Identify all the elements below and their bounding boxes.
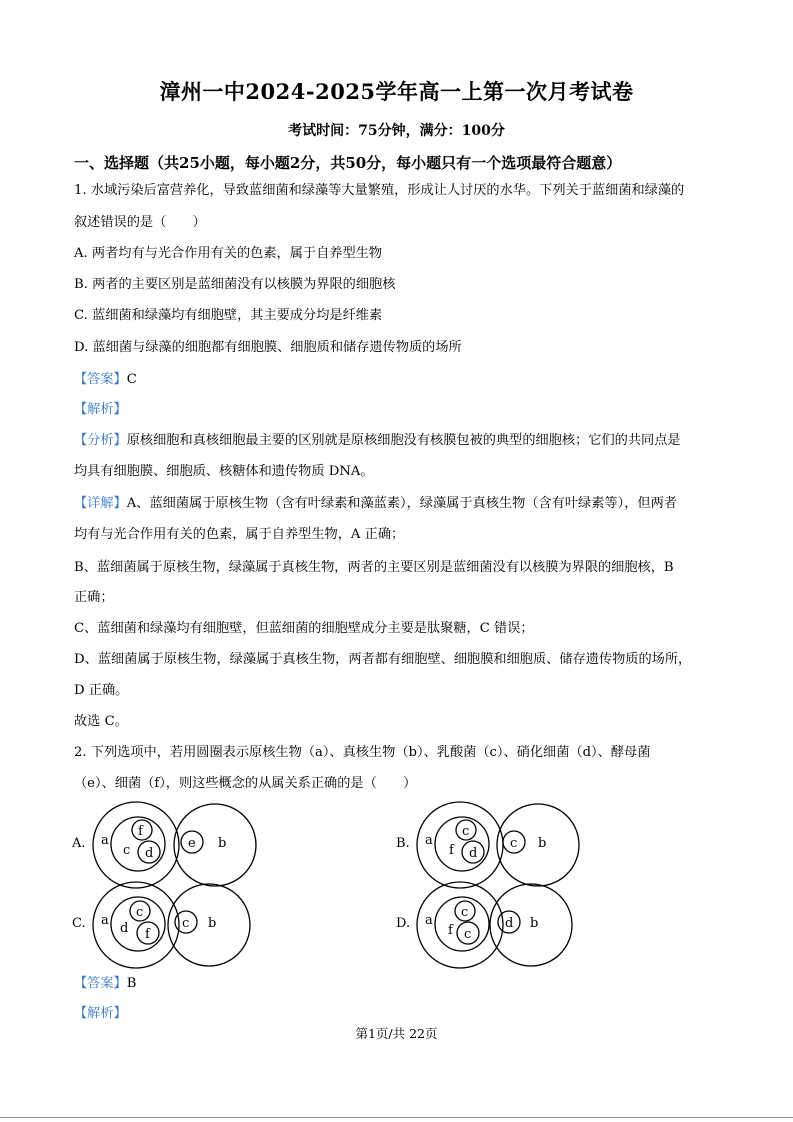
q2-analysis-tag: 【解析】 [74,1006,127,1021]
svg-text:e: e [188,836,196,851]
q2-diagram-c [72,880,272,970]
svg-text:d: d [120,921,129,936]
q1-stem-line1: 1. 水域污染后富营养化，导致蓝细菌和绿藻等大量繁殖，形成让人讨厌的水华。下列关于蓝细菌和绿藻的 [74,183,685,198]
bottom-divider [0,1117,793,1118]
svg-text:c: c [510,836,518,851]
svg-text:D.: D. [396,916,411,931]
q1-stem-line2: 叙述错误的是（ ） [74,215,206,230]
svg-text:d: d [505,916,514,931]
section-title: 一、选择题（共25小题，每小题2分，共50分，每小题只有一个选项最符合题意） [74,154,622,172]
q2-stem-line1: 2. 下列选项中，若用圆圈表示原核生物（a）、真核生物（b）、乳酸菌（c）、硝化细菌（d）、酵母菌 [74,745,651,760]
q2-diagram-b [396,800,596,890]
svg-text:f: f [138,824,143,839]
q1-option-a: A. 两者均有与光合作用有关的色素，属于自养型生物 [74,246,383,261]
q1-answer [74,371,137,389]
answer-value: C [126,372,137,387]
option-label: A. [72,836,86,851]
answer-tag: 【答案】 [74,976,127,991]
svg-text:c: c [136,905,144,920]
q1-detail-c: C、蓝细菌和绿藻均有细胞壁，但蓝细菌的细胞壁成分主要是肽聚糖，C 错误； [74,621,534,636]
q1-conclusion: 故选 C。 [74,714,128,729]
q1-detail-line2: 均有与光合作用有关的色素，属于自养型生物，A 正确； [74,527,405,542]
svg-text:f: f [449,843,454,858]
svg-text:b: b [530,916,539,931]
q1-detail-line1: 【详解】A、蓝细菌属于原核生物（含有叶绿素和藻蓝素），绿藻属于真核生物（含有叶绿素等），但两者 [74,496,677,511]
svg-text:c: c [462,824,470,839]
q1-fenxi-line1: 【分析】原核细胞和真核细胞最主要的区别就是原核细胞没有核膜包被的典型的细胞核；它们的共同点是 [74,433,681,448]
svg-text:c: c [464,927,472,942]
svg-text:d: d [469,846,478,861]
q2-diagram-a [72,800,272,890]
q1-detail-d: D、蓝细菌属于原核生物，绿藻属于真核生物，两者都有细胞壁、细胞膜和细胞质、储存遗传物质的场所， [74,652,692,667]
q2-diagram-d [396,880,596,970]
svg-text:a: a [425,913,433,928]
svg-text:b: b [208,916,217,931]
q2-answer [74,975,136,993]
svg-text:b: b [218,836,227,851]
page-footer: 第1页/共 22页 [355,1026,438,1041]
svg-text:a: a [101,913,109,928]
q1-option-b: B. 两者的主要区别是蓝细菌没有以核膜为界限的细胞核 [74,277,396,292]
q1-option-c: C. 蓝细菌和绿藻均有细胞壁，其主要成分均是纤维素 [74,308,383,323]
svg-text:f: f [145,927,150,942]
svg-text:c: c [123,843,131,858]
svg-text:d: d [145,846,154,861]
answer-tag: 【答案】 [74,372,127,387]
svg-text:B.: B. [396,836,410,851]
q2-stem-line2: （e）、细菌（f），则这些概念的从属关系正确的是（ ） [74,776,417,791]
q1-option-d: D. 蓝细菌与绿藻的细胞都有细胞膜、细胞质和储存遗传物质的场所 [74,340,462,355]
svg-text:c: c [182,916,190,931]
q1-detail-b-cont: 正确； [74,590,114,605]
svg-text:f: f [448,923,453,938]
q1-fenxi-line2: 均具有细胞膜、细胞质、核糖体和遗传物质 DNA。 [74,464,374,479]
svg-text:c: c [461,905,469,920]
answer-value: B [126,976,137,991]
svg-text:C.: C. [72,916,86,931]
exam-info: 考试时间：75分钟，满分：100分 [288,123,505,139]
q1-detail-d-cont: D 正确。 [74,683,129,698]
svg-text:a: a [425,833,433,848]
q1-analysis-tag: 【解析】 [74,402,127,417]
page-title: 漳州一中2024-2025学年高一上第一次月考试卷 [159,79,634,104]
svg-text:b: b [538,836,547,851]
q1-detail-b: B、蓝细菌属于原核生物，绿藻属于真核生物，两者的主要区别是蓝细菌没有以核膜为界限的细胞核，B [74,560,674,575]
svg-text:a: a [101,833,109,848]
